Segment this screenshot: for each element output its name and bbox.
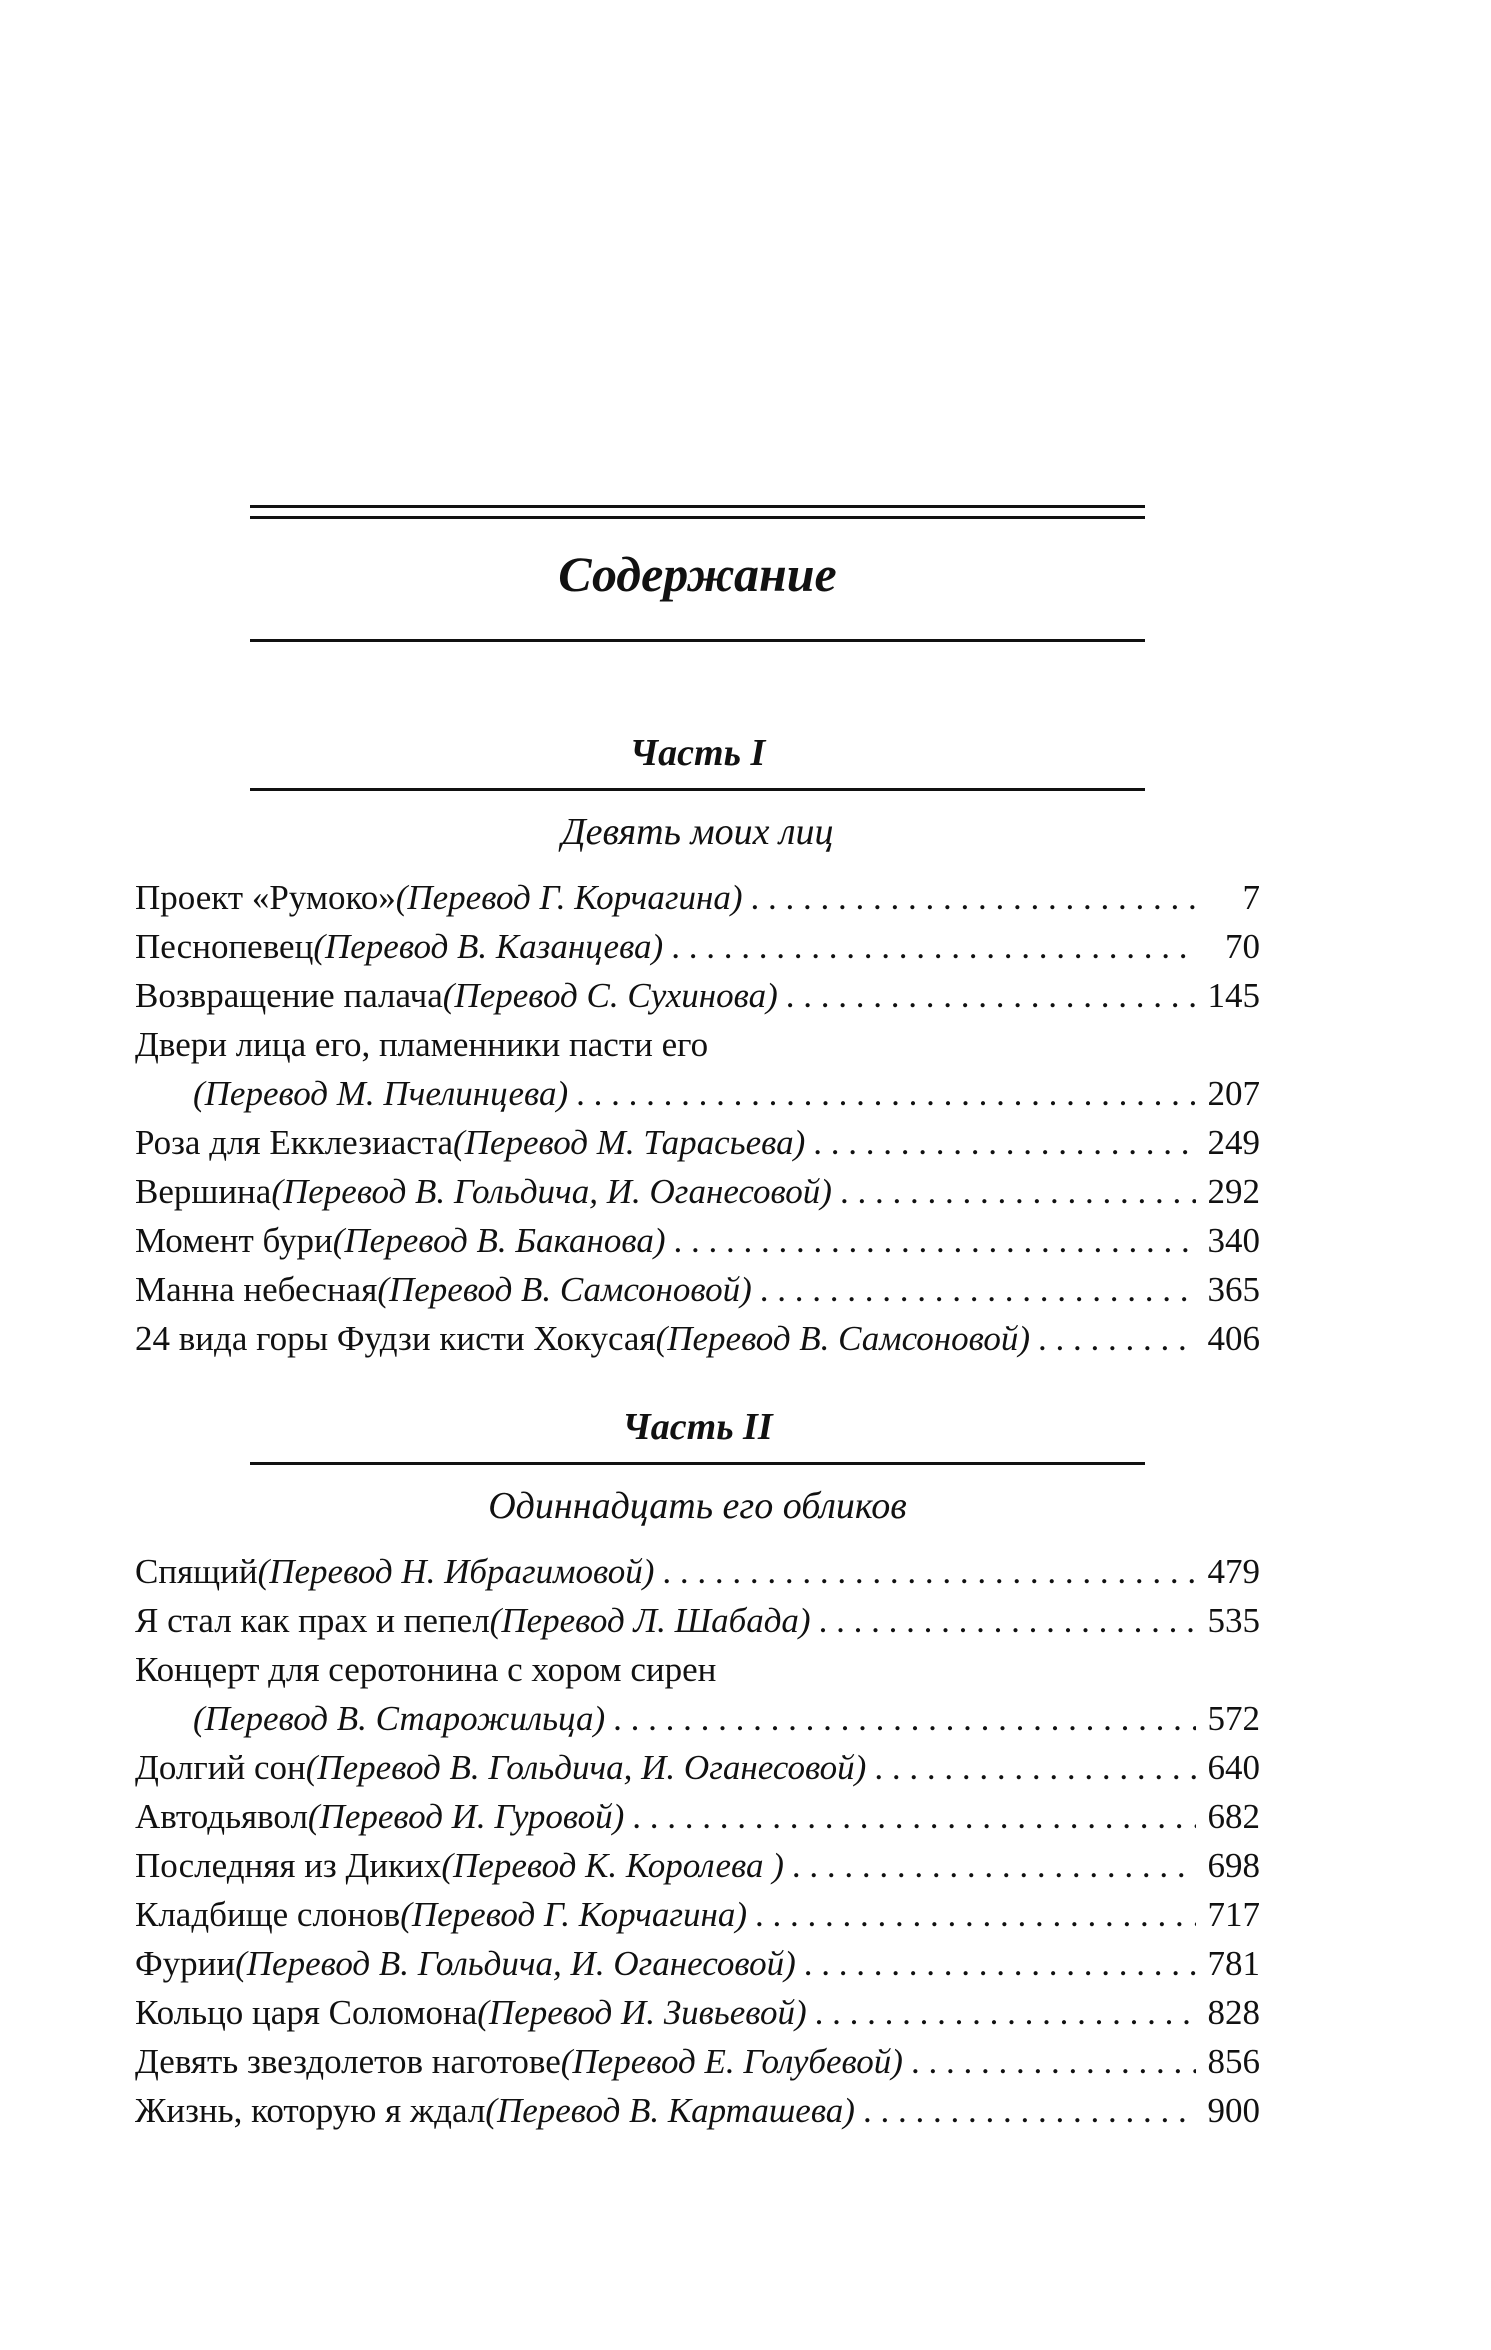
entry-title: Двери лица его, пламенники пасти его <box>135 1025 709 1064</box>
toc-entry <box>135 1167 1260 1216</box>
toc-entry <box>135 922 1260 971</box>
entry-title: Долгий сон <box>135 1748 306 1787</box>
entry-list <box>135 873 1260 1363</box>
entry-page-number: 479 <box>1207 1552 1260 1591</box>
dot-leader <box>755 1890 1196 1939</box>
table-of-contents <box>135 505 1260 2135</box>
toc-entry <box>135 1216 1260 1265</box>
entry-translator: (Перевод В. Баканова) <box>332 1221 666 1260</box>
entry-translator: (Перевод И. Гуровой) <box>307 1797 625 1836</box>
entry-translator: (Перевод М. Пчелинцева) <box>193 1074 569 1113</box>
entry-translator: (Перевод М. Тарасьева) <box>453 1123 806 1162</box>
dot-leader <box>673 1216 1196 1265</box>
entry-translator: (Перевод В. Гольдича, И. Оганесовой) <box>235 1944 796 1983</box>
entry-page-number: 406 <box>1207 1319 1260 1358</box>
entry-title: Я стал как прах и пепел <box>135 1601 490 1640</box>
entry-translator: (Перевод В. Карташева) <box>485 2091 855 2130</box>
dot-leader <box>632 1792 1196 1841</box>
entry-title: Вершина <box>135 1172 272 1211</box>
entry-translator: (Перевод Л. Шабада) <box>489 1601 811 1640</box>
entry-translator: (Перевод К. Королева ) <box>441 1846 784 1885</box>
dot-leader <box>792 1841 1196 1890</box>
entry-title: 24 вида горы Фудзи кисти Хокусая <box>135 1319 656 1358</box>
entry-page-number: 717 <box>1207 1895 1260 1934</box>
entry-page-number: 7 <box>1242 878 1260 917</box>
dot-leader <box>819 1596 1196 1645</box>
entry-page-number: 207 <box>1207 1074 1260 1113</box>
dot-leader <box>813 1118 1196 1167</box>
dot-leader <box>786 971 1196 1020</box>
entry-translator: (Перевод В. Казанцева) <box>313 927 664 966</box>
dot-leader <box>911 2037 1196 2086</box>
toc-entry <box>135 1314 1260 1363</box>
dot-leader <box>613 1694 1196 1743</box>
entry-translator: (Перевод В. Гольдича, И. Оганесовой) <box>271 1172 832 1211</box>
dot-leader <box>751 873 1196 922</box>
entry-translator: (Перевод И. Зивьевой) <box>477 1993 807 2032</box>
dot-leader <box>840 1167 1196 1216</box>
entry-title: Девять звездолетов наготове <box>135 2042 561 2081</box>
entry-title: Кладбище слонов <box>135 1895 401 1934</box>
part-title: Часть I <box>629 732 766 774</box>
entry-page-number: 682 <box>1207 1797 1260 1836</box>
entry-page-number: 640 <box>1207 1748 1260 1787</box>
dot-leader <box>815 1988 1196 2037</box>
entry-title: Проект «Румоко» <box>135 878 396 917</box>
part-rule <box>250 788 1145 791</box>
page-title: Содержание <box>558 546 837 602</box>
dot-leader <box>874 1743 1196 1792</box>
entry-page-number: 781 <box>1207 1944 1260 1983</box>
toc-entry <box>135 2037 1260 2086</box>
entry-page-number: 535 <box>1207 1601 1260 1640</box>
entry-list <box>135 1547 1260 2135</box>
entry-page-number: 249 <box>1207 1123 1260 1162</box>
dot-leader <box>662 1547 1196 1596</box>
entry-page-number: 145 <box>1207 976 1260 1015</box>
entry-page-number: 900 <box>1207 2091 1260 2130</box>
entry-page-number: 572 <box>1207 1699 1260 1738</box>
toc-entry <box>135 1020 1260 1118</box>
toc-entry <box>135 1939 1260 1988</box>
entry-title: Момент бури <box>135 1221 333 1260</box>
dot-leader <box>863 2086 1196 2135</box>
entry-title: Жизнь, которую я ждал <box>135 2091 486 2130</box>
entry-translator: (Перевод Н. Ибрагимовой) <box>257 1552 655 1591</box>
toc-entry <box>135 1743 1260 1792</box>
toc-entry <box>135 1988 1260 2037</box>
entry-translator: (Перевод В. Самсоновой) <box>655 1319 1031 1358</box>
entry-page-number: 340 <box>1207 1221 1260 1260</box>
entry-translator: (Перевод С. Сухинова) <box>442 976 778 1015</box>
toc-entry <box>135 1645 1260 1743</box>
entry-translator: (Перевод Г. Корчагина) <box>395 878 743 917</box>
entry-page-number: 856 <box>1207 2042 1260 2081</box>
part-rule <box>250 1462 1145 1465</box>
entry-translator: (Перевод В. Гольдича, И. Оганесовой) <box>305 1748 867 1787</box>
toc-entry <box>135 2086 1260 2135</box>
dot-leader <box>1038 1314 1196 1363</box>
part-1 <box>135 734 1260 1363</box>
dot-leader <box>760 1265 1196 1314</box>
toc-entry <box>135 1792 1260 1841</box>
part-title: Часть II <box>622 1406 773 1448</box>
title-underline <box>250 639 1145 642</box>
part-2 <box>135 1408 1260 2135</box>
entry-page-number: 365 <box>1207 1270 1260 1309</box>
entry-translator: (Перевод Е. Голубевой) <box>560 2042 903 2081</box>
toc-entry <box>135 1547 1260 1596</box>
entry-translator: (Перевод В. Старожильца) <box>193 1699 606 1738</box>
entry-title: Кольцо царя Соломона <box>135 1993 478 2032</box>
dot-leader <box>671 922 1196 971</box>
entry-translator: (Перевод В. Самсоновой) <box>377 1270 752 1309</box>
toc-entry <box>135 873 1260 922</box>
part-subtitle: Одиннадцать его обликов <box>488 1485 907 1527</box>
toc-entry <box>135 1890 1260 1939</box>
toc-entry <box>135 1265 1260 1314</box>
entry-page-number: 70 <box>1225 927 1260 966</box>
entry-title: Автодьявол <box>135 1797 308 1836</box>
toc-entry <box>135 1118 1260 1167</box>
toc-entry <box>135 1596 1260 1645</box>
entry-page-number: 828 <box>1207 1993 1260 2032</box>
toc-entry <box>135 971 1260 1020</box>
entry-title: Песнопевец <box>135 927 314 966</box>
entry-title: Последняя из Диких <box>135 1846 442 1885</box>
entry-page-number: 292 <box>1207 1172 1260 1211</box>
entry-title: Спящий <box>135 1552 258 1591</box>
entry-page-number: 698 <box>1207 1846 1260 1885</box>
dot-leader <box>804 1939 1196 1988</box>
top-double-rule <box>250 505 1145 519</box>
part-subtitle: Девять моих лиц <box>561 811 834 853</box>
dot-leader <box>576 1069 1196 1118</box>
entry-translator: (Перевод Г. Корчагина) <box>400 1895 748 1934</box>
entry-title: Возвращение палача <box>135 976 443 1015</box>
entry-title: Роза для Екклезиаста <box>135 1123 454 1162</box>
entry-title: Фурии <box>135 1944 236 1983</box>
entry-title: Концерт для серотонина с хором сирен <box>135 1650 717 1689</box>
entry-title: Манна небесная <box>135 1270 378 1309</box>
toc-entry <box>135 1841 1260 1890</box>
